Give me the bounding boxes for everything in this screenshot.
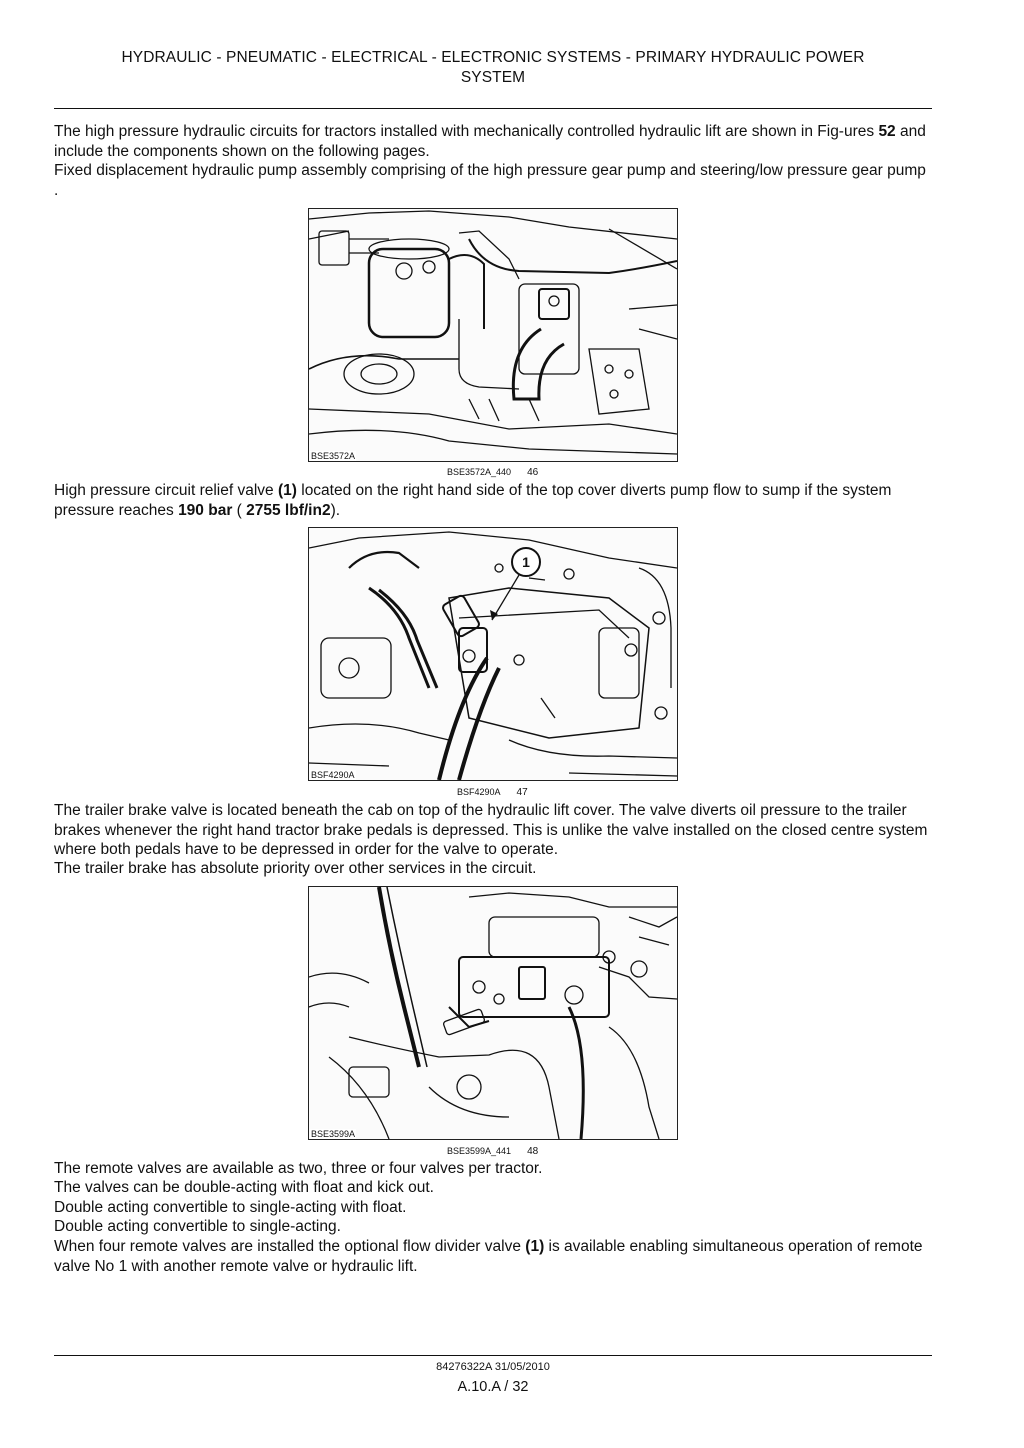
figure-46-image [308,208,678,462]
relief-valve-paragraph [54,481,934,520]
footer-rule [54,1355,932,1356]
remote-valves-line-1: The remote valves are available as two, three or four valves per tractor. [54,1160,543,1177]
intro-text-end: and include the components shown on the following pages. [54,123,926,160]
figure-reference: 52 [878,123,896,140]
flow-divider-ref: (1) [525,1238,545,1255]
remote-valves-line-4: Double acting convertible to single-acting. [54,1218,341,1235]
header-title-line2: SYSTEM [460,69,526,86]
intro-paragraph [54,122,934,161]
relief-valve-drawing [309,528,677,780]
pressure-bar: 190 bar [178,501,233,519]
page-footer [54,1360,932,1397]
trailer-priority-paragraph: The trailer brake has absolute priority over other services in the circuit. [54,860,537,877]
remote-valves-line-3: Double acting convertible to single-acting with float. [54,1199,407,1216]
trailer-brake-valve-drawing [309,887,677,1139]
flow-divider-text-end: is available enabling simultaneous operation of remote valve No 1 with another remote valve or hydraulic lift. [54,1238,923,1275]
pump-paragraph: Fixed displacement hydraulic pump assembly comprising of the high pressure gear pump and steering/low pressure gear pump . [54,162,926,199]
trailer-brake-paragraph: The trailer brake valve is located beneath the cab on top of the hydraulic lift cover. The valve diverts oil pressure to the trailer brakes whenever the right hand tractor brake pedals is depressed. This is unlike the valve installed on the closed centre system where both pedals have to be depressed in order for the valve to operate. [54,802,928,858]
remote-valves-line-5 [54,1237,934,1276]
relief-text-3: ( [232,501,247,519]
figure-46-caption [447,467,538,478]
document-id: 84276322A 31/05/2010 [436,1361,550,1373]
figure-47-caption [457,787,528,798]
header-rule [54,108,932,109]
flow-divider-text: When four remote valves are installed the optional flow divider valve [54,1238,526,1255]
callout-1 [490,548,540,620]
header-title-line1: HYDRAULIC - PNEUMATIC - ELECTRICAL - ELECTRONIC SYSTEMS - PRIMARY HYDRAULIC POWER [121,49,865,66]
figure-number: 46 [527,467,539,478]
figure-48-image [308,886,678,1140]
caption-ref: BSE3572A_440 [447,467,512,477]
figure-code: BSF4290A [311,770,355,780]
pressure-psi: 2755 lbf/in2 [246,501,331,519]
figure-47-image [308,527,678,781]
caption-ref: BSF4290A [457,787,501,797]
relief-callout-ref: (1) [277,482,297,499]
callout-label: 1 [522,554,530,570]
relief-text-2: located on the right hand side of the top cover diverts pump flow to sump if the system pressure reaches [54,482,892,519]
page-number: A.10.A / 32 [457,1379,529,1395]
figure-number: 48 [527,1146,539,1157]
figure-code: BSE3599A [311,1129,356,1139]
page-header [54,48,932,88]
remote-valves-line-2: The valves can be double-acting with float and kick out. [54,1179,434,1196]
intro-text: The high pressure hydraulic circuits for tractors installed with mechanically controlled hydraulic lift are shown in Fig-ures [54,123,879,140]
figure-code: BSE3572A [311,451,356,461]
figure-48-caption [447,1146,538,1157]
relief-text: High pressure circuit relief valve [54,482,278,499]
figure-number: 47 [516,787,528,798]
pump-drawing [309,209,677,461]
relief-text-4: ). [330,501,341,519]
caption-ref: BSE3599A_441 [447,1146,512,1156]
